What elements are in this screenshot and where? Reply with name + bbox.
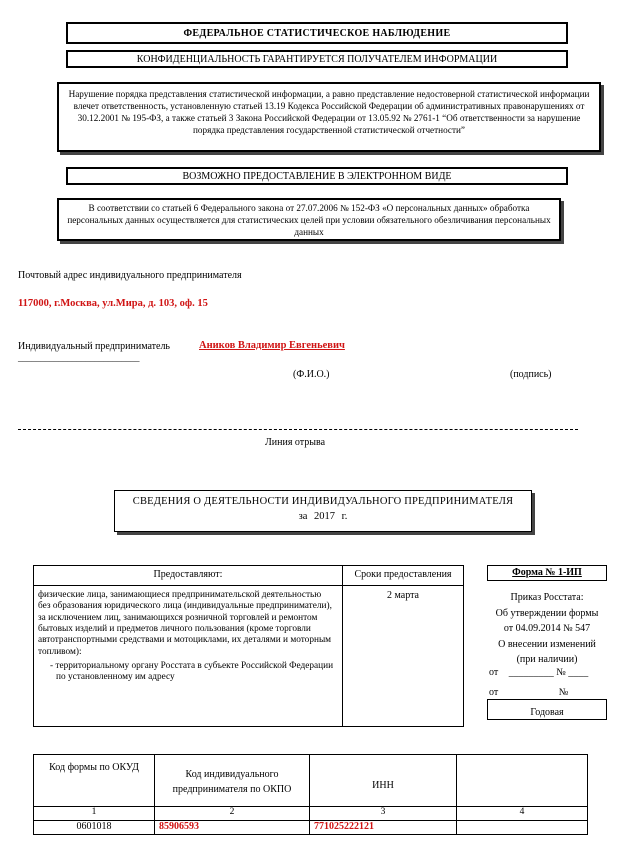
confidentiality-text: КОНФИДЕНЦИАЛЬНОСТЬ ГАРАНТИРУЕТСЯ ПОЛУЧАТЕЛЕМ ИНФОРМАЦИИ xyxy=(136,54,498,65)
personal-data-box xyxy=(57,198,561,241)
periodicity: Годовая xyxy=(530,707,564,718)
okpo-header: Код индивидуального предпринимателя по ОКПО xyxy=(155,755,310,807)
blank-line: ___________________________ xyxy=(18,353,140,363)
from-label-2: от xyxy=(489,687,499,698)
col-number-2: 2 xyxy=(155,807,310,821)
okpo-value: 85906593 xyxy=(155,821,310,835)
postal-label: Почтовый адрес индивидуального предпринимателя xyxy=(18,270,242,281)
federal-observation-box xyxy=(66,22,568,44)
changes-line-2 xyxy=(489,687,568,699)
deadline-cell: 2 марта xyxy=(343,586,464,727)
electronic-box xyxy=(66,167,568,185)
inn-header: ИНН xyxy=(310,755,457,807)
col-provide-header: Предоставляют: xyxy=(34,566,343,586)
form-number: Форма № 1-ИП xyxy=(512,567,582,578)
periodicity-box xyxy=(487,699,607,720)
from-label-1: от xyxy=(489,667,499,678)
changes-blank-1: _________ № ____ xyxy=(508,667,589,678)
col-number-4: 4 xyxy=(457,807,588,821)
personal-data-text: В соответствии со статьей 6 Федерального закона от 27.07.2006 № 152-ФЗ «О персональных данных» обработка персональных данных осуществляется для статистических целей при условии обязательного обезличивания персональных данных xyxy=(67,203,551,237)
year-suffix: г. xyxy=(341,511,348,523)
if-any-label: (при наличии) xyxy=(516,654,578,665)
signature-label: (подпись) xyxy=(510,369,552,380)
col-number-1: 1 xyxy=(34,807,155,821)
col4-value xyxy=(457,821,588,835)
cut-line-label: Линия отрыва xyxy=(265,437,326,448)
form-number-box xyxy=(487,565,607,581)
okud-header: Код формы по ОКУД xyxy=(34,755,155,807)
form-order-block xyxy=(472,590,622,668)
inn-value: 771025222121 xyxy=(310,821,457,835)
confidentiality-box xyxy=(66,50,568,68)
postal-address: 117000, г.Москва, ул.Мира, д. 103, оф. 15 xyxy=(18,298,208,309)
report-year: 2017 xyxy=(314,511,336,523)
violation-notice-text: Нарушение порядка представления статистической информации, а равно представление недостоверной статистической информации влечет ответственность, установленную статьей 13.19 Кодекса Российской Федерации об административных правонарушениях от 30.12.2001 № 195-ФЗ, а также статьей 3 Закона Российской Федерации от 13.05.92 № 2761-1 “Об ответственности за нарушение порядка представления государственной статистической отчетности” xyxy=(68,89,590,135)
year-prefix: за xyxy=(298,511,308,523)
okud-value: 0601018 xyxy=(34,821,155,835)
approval-label: Об утверждении формы xyxy=(495,607,599,619)
cut-line xyxy=(18,429,578,430)
federal-observation-title: ФЕДЕРАЛЬНОЕ СТАТИСТИЧЕСКОЕ НАБЛЮДЕНИЕ xyxy=(183,28,451,39)
changes-label: О внесении изменений xyxy=(498,638,596,650)
order-label: Приказ Росстата: xyxy=(510,592,584,603)
violation-notice-box xyxy=(57,82,601,152)
provider-text: физические лица, занимающиеся предпринимательской деятельностью без образования юридического лица (индивидуальные предприниматели), за исключением лиц, занимающихся розничной торговлей и ремонтом бытовых изделий и предметов личного пользования (кроме торговли автотранспортными средствами и мотоциклами, их деталями и моторным топливом): xyxy=(38,590,332,657)
ie-label: Индивидуальный предприниматель xyxy=(18,341,170,352)
col4-header xyxy=(457,755,588,807)
changes-line-1 xyxy=(489,667,588,679)
codes-table xyxy=(33,754,588,835)
ie-name: Аников Владимир Евгеньевич xyxy=(199,340,345,351)
report-title-box xyxy=(114,490,532,532)
provider-cell xyxy=(34,586,343,727)
fio-label: (Ф.И.О.) xyxy=(293,369,330,380)
col-number-3: 3 xyxy=(310,807,457,821)
no-label-2: № xyxy=(558,687,569,698)
col-deadline-header: Сроки предоставления xyxy=(343,566,464,586)
electronic-text: ВОЗМОЖНО ПРЕДОСТАВЛЕНИЕ В ЭЛЕКТРОННОМ ВИДЕ xyxy=(182,171,452,182)
providers-table xyxy=(33,565,464,727)
approval-date: от 04.09.2014 № 547 xyxy=(503,623,591,634)
provider-sub: - территориальному органу Росстата в субъекте Российской Федерации по установленному им адресу xyxy=(50,660,334,683)
report-title: СВЕДЕНИЯ О ДЕЯТЕЛЬНОСТИ ИНДИВИДУАЛЬНОГО ПРЕДПРИНИМАТЕЛЯ xyxy=(132,496,514,507)
report-year-line xyxy=(115,509,531,524)
